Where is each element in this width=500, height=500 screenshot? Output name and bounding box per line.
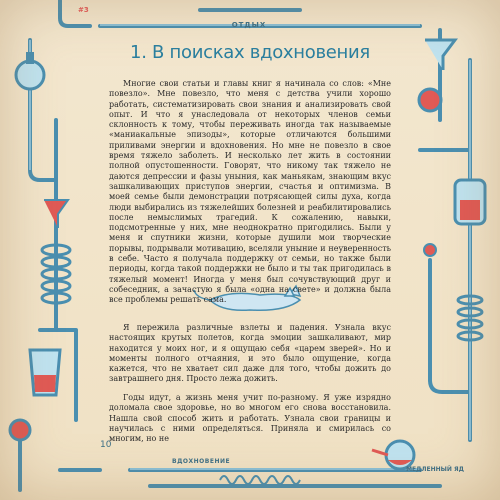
round-flask-icon [16, 52, 44, 89]
page-number: 10 [100, 440, 112, 450]
right-valve-icon [424, 244, 436, 256]
paragraph-text: Многие свои статьи и главы книг я начинала со слов: «Мне повезло». Мне повезло, что меня с детства учили хорошо работать, систематизировать свои знания и анализировать свой опыт. И что я унаследовала от некоторых членов семьи склонность к тому, чтобы переживать иногда так называемые «маниакальные эпизоды», которые отличаются большими приливами энергии и вдохновения. Но мне не повезло в свое время тяжело заболеть. И несколько лет жить в состоянии полной опустошенности. Говорят, что никому так тяжело не даются депрессии и фазы уныния, как маньякам, знающим вкус зашкаливающих приступов энергии, счастья и оптимизма. В моей семье были демонстрации потрясающей силы духа, когда люди выбирались из тяжелейших болезней и реабилитировались после немыслимых трагедий. К сожалению, навыки, подсмотренные у них, мне неоднократно пригодились. Были у меня и спутники жизни, которые душили мои творческие порывы, подрывали мотивацию, вселяли уныние и неуверенность в себе. Часто я получала поддержку от семьи, но также были периоды, когда такой поддержки не было и ты так пригодилась в тяжелый момент! Иногда у меня был сочувствующий друг и собеседник, а зачастую я была «одна на свете» и должна была все проблемы решать сама. [109, 79, 391, 305]
body-paragraph-3 [109, 393, 391, 444]
top-pipe-label: ОТДЫХ [231, 21, 267, 29]
paragraph-text: Годы идут, а жизнь меня учит по-разному. Я уже изрядно доломала свое здоровье, но во многом его снова восстановила. Нашла свой способ жить и работать. Узнала свои границы и научилась с ними определяться. Приняла и смирилась со многим, но не [109, 393, 391, 444]
corner-label-slow-poison: МЕДЛЕННЫЙ ЯД [406, 466, 464, 473]
bottom-pipe-label: ВДОХНОВЕНИЕ [172, 458, 231, 465]
beaker-icon [30, 350, 60, 395]
paragraph-text: Я пережила различные взлеты и падения. Узнала вкус настоящих крутых полетов, когда эмоции зашкаливают, мир находится у моих ног, и я ощущаю себя «царем зверей». Но и моменты полного отчаяния, и это было ощущение, когда кажется, что не хватает сил даже для того, чтобы дожить до завтрашнего дня. Просто лежа дожить. [109, 323, 391, 384]
chapter-title: 1. В поисках вдохновения [130, 42, 370, 63]
bottom-flask-icon [372, 441, 414, 469]
right-bottle-icon [455, 180, 485, 224]
body-paragraph-1 [109, 79, 391, 306]
corner-marker: #3 [78, 6, 89, 14]
body-paragraph-2 [109, 323, 391, 385]
funnel-icon [44, 200, 68, 228]
right-red-flask-icon [419, 89, 441, 111]
small-flask-icon [10, 420, 30, 440]
